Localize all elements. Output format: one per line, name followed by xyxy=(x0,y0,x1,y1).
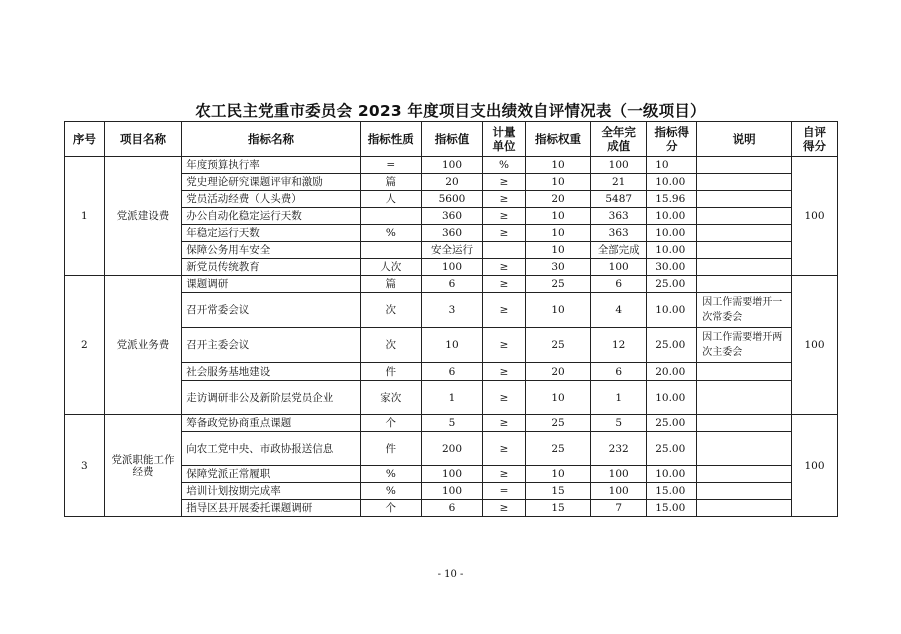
indicator-value-cell: 20 xyxy=(421,174,482,191)
indicator-value-cell: 100 xyxy=(421,466,482,483)
note-cell xyxy=(697,432,792,466)
indicator-name-cell: 年度预算执行率 xyxy=(182,157,360,174)
indicator-name-cell: 办公自动化稳定运行天数 xyxy=(182,208,360,225)
indicator-value-cell: 100 xyxy=(421,483,482,500)
weight-cell: 10 xyxy=(525,174,590,191)
indicator-name-cell: 培训计划按期完成率 xyxy=(182,483,360,500)
weight-cell: 15 xyxy=(525,483,590,500)
unit-cell: ≥ xyxy=(483,466,526,483)
unit-cell: ≥ xyxy=(483,328,526,363)
unit-cell: ≥ xyxy=(483,225,526,242)
indicator-score-cell: 10.00 xyxy=(647,466,697,483)
header-self-score: 自评 得分 xyxy=(792,122,838,157)
weight-cell: 10 xyxy=(525,225,590,242)
note-cell: 因工作需要增开一次常委会 xyxy=(697,293,792,328)
indicator-name-cell: 向农工党中央、市政协报送信息 xyxy=(182,432,360,466)
unit-cell: % xyxy=(483,157,526,174)
weight-cell: 15 xyxy=(525,500,590,517)
table-header-row xyxy=(65,122,838,157)
note-cell xyxy=(697,174,792,191)
note-cell xyxy=(697,191,792,208)
weight-cell: 10 xyxy=(525,157,590,174)
unit-cell: ≥ xyxy=(483,191,526,208)
unit-cell: ≥ xyxy=(483,174,526,191)
actual-value-cell: 5487 xyxy=(591,191,647,208)
seq-cell: 2 xyxy=(65,276,105,415)
unit-cell: ≥ xyxy=(483,259,526,276)
indicator-name-cell: 召开常委会议 xyxy=(182,293,360,328)
indicator-name-cell: 指导区县开展委托课题调研 xyxy=(182,500,360,517)
indicator-score-cell: 25.00 xyxy=(647,415,697,432)
indicator-value-cell: 100 xyxy=(421,259,482,276)
indicator-score-cell: 10.00 xyxy=(647,208,697,225)
actual-value-cell: 100 xyxy=(591,466,647,483)
unit-cell: = xyxy=(483,483,526,500)
unit-cell: ≥ xyxy=(483,381,526,415)
self-score-cell: 100 xyxy=(792,157,838,276)
table-row xyxy=(65,157,838,174)
header-indicator-name: 指标名称 xyxy=(182,122,360,157)
indicator-name-cell: 年稳定运行天数 xyxy=(182,225,360,242)
indicator-nature-cell: 个 xyxy=(360,415,421,432)
indicator-value-cell: 1 xyxy=(421,381,482,415)
indicator-name-cell: 走访调研非公及新阶层党员企业 xyxy=(182,381,360,415)
indicator-value-cell: 360 xyxy=(421,208,482,225)
seq-cell: 1 xyxy=(65,157,105,276)
indicator-name-cell: 党员活动经费（人头费） xyxy=(182,191,360,208)
indicator-score-cell: 25.00 xyxy=(647,328,697,363)
weight-cell: 10 xyxy=(525,242,590,259)
project-name-cell: 党派建设费 xyxy=(104,157,182,276)
indicator-value-cell: 6 xyxy=(421,276,482,293)
indicator-name-cell: 筹备政党协商重点课题 xyxy=(182,415,360,432)
unit-cell: ≥ xyxy=(483,432,526,466)
indicator-nature-cell: 件 xyxy=(360,363,421,381)
self-score-cell: 100 xyxy=(792,415,838,517)
indicator-nature-cell: 人次 xyxy=(360,259,421,276)
actual-value-cell: 100 xyxy=(591,157,647,174)
indicator-nature-cell xyxy=(360,208,421,225)
indicator-name-cell: 新党员传统教育 xyxy=(182,259,360,276)
performance-table xyxy=(64,121,838,517)
indicator-nature-cell: % xyxy=(360,466,421,483)
indicator-score-cell: 10.00 xyxy=(647,381,697,415)
indicator-nature-cell: % xyxy=(360,225,421,242)
indicator-value-cell: 360 xyxy=(421,225,482,242)
unit-cell: ≥ xyxy=(483,208,526,225)
actual-value-cell: 4 xyxy=(591,293,647,328)
unit-cell: ≥ xyxy=(483,500,526,517)
indicator-score-cell: 15.96 xyxy=(647,191,697,208)
note-cell: 因工作需要增开两次主委会 xyxy=(697,328,792,363)
note-cell xyxy=(697,415,792,432)
indicator-value-cell: 3 xyxy=(421,293,482,328)
indicator-score-cell: 10.00 xyxy=(647,293,697,328)
header-indicator-score: 指标得 分 xyxy=(647,122,697,157)
indicator-score-cell: 25.00 xyxy=(647,276,697,293)
note-cell xyxy=(697,483,792,500)
indicator-nature-cell: 家次 xyxy=(360,381,421,415)
indicator-score-cell: 25.00 xyxy=(647,432,697,466)
header-weight: 指标权重 xyxy=(525,122,590,157)
header-note: 说明 xyxy=(697,122,792,157)
self-score-cell: 100 xyxy=(792,276,838,415)
indicator-score-cell: 10.00 xyxy=(647,174,697,191)
indicator-name-cell: 课题调研 xyxy=(182,276,360,293)
indicator-score-cell: 15.00 xyxy=(647,500,697,517)
actual-value-cell: 5 xyxy=(591,415,647,432)
note-cell xyxy=(697,225,792,242)
note-cell xyxy=(697,242,792,259)
actual-value-cell: 7 xyxy=(591,500,647,517)
actual-value-cell: 12 xyxy=(591,328,647,363)
header-indicator-value: 指标值 xyxy=(421,122,482,157)
weight-cell: 10 xyxy=(525,293,590,328)
indicator-nature-cell: 篇 xyxy=(360,174,421,191)
weight-cell: 25 xyxy=(525,276,590,293)
note-cell xyxy=(697,157,792,174)
note-cell xyxy=(697,363,792,381)
indicator-value-cell: 100 xyxy=(421,157,482,174)
indicator-value-cell: 5 xyxy=(421,415,482,432)
indicator-name-cell: 社会服务基地建设 xyxy=(182,363,360,381)
indicator-score-cell: 10.00 xyxy=(647,242,697,259)
weight-cell: 30 xyxy=(525,259,590,276)
header-indicator-nature: 指标性质 xyxy=(360,122,421,157)
project-name-cell: 党派职能工作经费 xyxy=(104,415,182,517)
page-number: - 10 - xyxy=(437,569,464,580)
unit-cell: ≥ xyxy=(483,276,526,293)
unit-cell: ≥ xyxy=(483,363,526,381)
indicator-name-cell: 党史理论研究课题评审和激励 xyxy=(182,174,360,191)
indicator-nature-cell xyxy=(360,242,421,259)
indicator-nature-cell: 次 xyxy=(360,328,421,363)
indicator-nature-cell: % xyxy=(360,483,421,500)
actual-value-cell: 21 xyxy=(591,174,647,191)
unit-cell: ≥ xyxy=(483,415,526,432)
actual-value-cell: 6 xyxy=(591,363,647,381)
header-unit: 计量 单位 xyxy=(483,122,526,157)
seq-cell: 3 xyxy=(65,415,105,517)
indicator-value-cell: 6 xyxy=(421,500,482,517)
indicator-nature-cell: 件 xyxy=(360,432,421,466)
actual-value-cell: 100 xyxy=(591,483,647,500)
indicator-nature-cell: 人 xyxy=(360,191,421,208)
header-actual-value: 全年完 成值 xyxy=(591,122,647,157)
weight-cell: 10 xyxy=(525,381,590,415)
actual-value-cell: 232 xyxy=(591,432,647,466)
note-cell xyxy=(697,466,792,483)
note-cell xyxy=(697,500,792,517)
table-row xyxy=(65,276,838,293)
weight-cell: 10 xyxy=(525,208,590,225)
actual-value-cell: 1 xyxy=(591,381,647,415)
indicator-score-cell: 15.00 xyxy=(647,483,697,500)
actual-value-cell: 全部完成 xyxy=(591,242,647,259)
weight-cell: 25 xyxy=(525,432,590,466)
indicator-value-cell: 5600 xyxy=(421,191,482,208)
weight-cell: 25 xyxy=(525,415,590,432)
indicator-nature-cell: 篇 xyxy=(360,276,421,293)
note-cell xyxy=(697,276,792,293)
weight-cell: 25 xyxy=(525,328,590,363)
header-seq: 序号 xyxy=(65,122,105,157)
weight-cell: 10 xyxy=(525,466,590,483)
indicator-score-cell: 30.00 xyxy=(647,259,697,276)
indicator-nature-cell: = xyxy=(360,157,421,174)
indicator-name-cell: 保障公务用车安全 xyxy=(182,242,360,259)
indicator-name-cell: 召开主委会议 xyxy=(182,328,360,363)
indicator-nature-cell: 个 xyxy=(360,500,421,517)
indicator-value-cell: 6 xyxy=(421,363,482,381)
indicator-value-cell: 10 xyxy=(421,328,482,363)
indicator-score-cell: 10 xyxy=(647,157,697,174)
actual-value-cell: 6 xyxy=(591,276,647,293)
table-row xyxy=(65,415,838,432)
indicator-score-cell: 10.00 xyxy=(647,225,697,242)
page-title: 农工民主党重市委员会 2023 年度项目支出绩效自评情况表（一级项目） xyxy=(195,102,706,120)
indicator-value-cell: 安全运行 xyxy=(421,242,482,259)
project-name-cell: 党派业务费 xyxy=(104,276,182,415)
actual-value-cell: 100 xyxy=(591,259,647,276)
weight-cell: 20 xyxy=(525,191,590,208)
weight-cell: 20 xyxy=(525,363,590,381)
unit-cell: ≥ xyxy=(483,293,526,328)
unit-cell xyxy=(483,242,526,259)
header-project-name: 项目名称 xyxy=(104,122,182,157)
actual-value-cell: 363 xyxy=(591,225,647,242)
actual-value-cell: 363 xyxy=(591,208,647,225)
indicator-nature-cell: 次 xyxy=(360,293,421,328)
indicator-value-cell: 200 xyxy=(421,432,482,466)
indicator-score-cell: 20.00 xyxy=(647,363,697,381)
note-cell xyxy=(697,381,792,415)
indicator-name-cell: 保障党派正常履职 xyxy=(182,466,360,483)
note-cell xyxy=(697,208,792,225)
note-cell xyxy=(697,259,792,276)
